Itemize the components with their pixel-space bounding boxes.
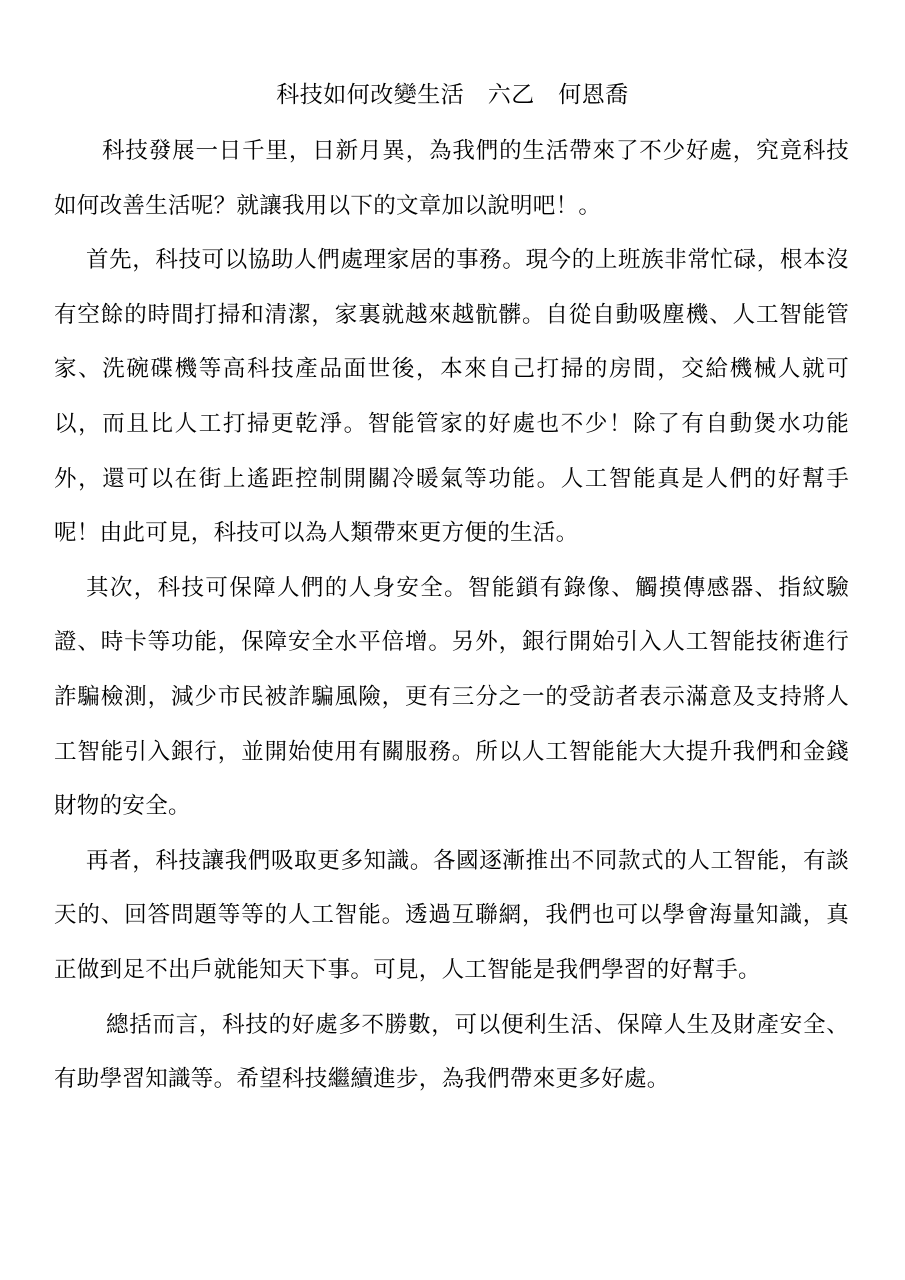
paragraph-first-point: 首先，科技可以協助人們處理家居的事務。現今的上班族非常忙碌，根本沒有空餘的時間打掃和清潔，家裏就越來越骯髒。自從自動吸塵機、人工智能管家、洗碗碟機等高科技產品面世後，本來自己打掃的房間，交給機械人就可以，而且比人工打掃更乾淨。智能管家的好處也不少！除了有自動煲水功能外，還可以在街上遙距控制開關冷暖氣等功能。人工智能真是人們的好幫手呢！由此可見，科技可以為人類帶來更方便的生活。 [54, 247, 849, 547]
essay-title: 科技如何改變生活 六乙 何恩喬 [276, 82, 629, 108]
essay-body [54, 124, 849, 1107]
paragraph-second-point: 其次，科技可保障人們的人身安全。智能鎖有錄像、觸摸傳感器、指紋驗證、時卡等功能，保障安全水平倍增。另外，銀行開始引入人工智能技術進行詐騙檢測，減少市民被詐騙風險，更有三分之一的受訪者表示滿意及支持將人工智能引入銀行，並開始使用有關服務。所以人工智能能大大提升我們和金錢財物的安全。 [54, 574, 849, 820]
paragraph-third-point: 再者，科技讓我們吸取更多知識。各國逐漸推出不同款式的人工智能，有談天的、回答問題等等的人工智能。透過互聯網，我們也可以學會海量知識，真正做到足不出戶就能知天下事。可見，人工智能是我們學習的好幫手。 [54, 847, 849, 983]
paragraph-conclusion: 總括而言，科技的好處多不勝數，可以便利生活、保障人生及財產安全、有助學習知識等。希望科技繼續進步，為我們帶來更多好處。 [54, 1011, 849, 1093]
paragraph-introduction: 科技發展一日千里，日新月異，為我們的生活帶來了不少好處，究竟科技如何改善生活呢？就讓我用以下的文章加以說明吧！。 [54, 138, 849, 219]
